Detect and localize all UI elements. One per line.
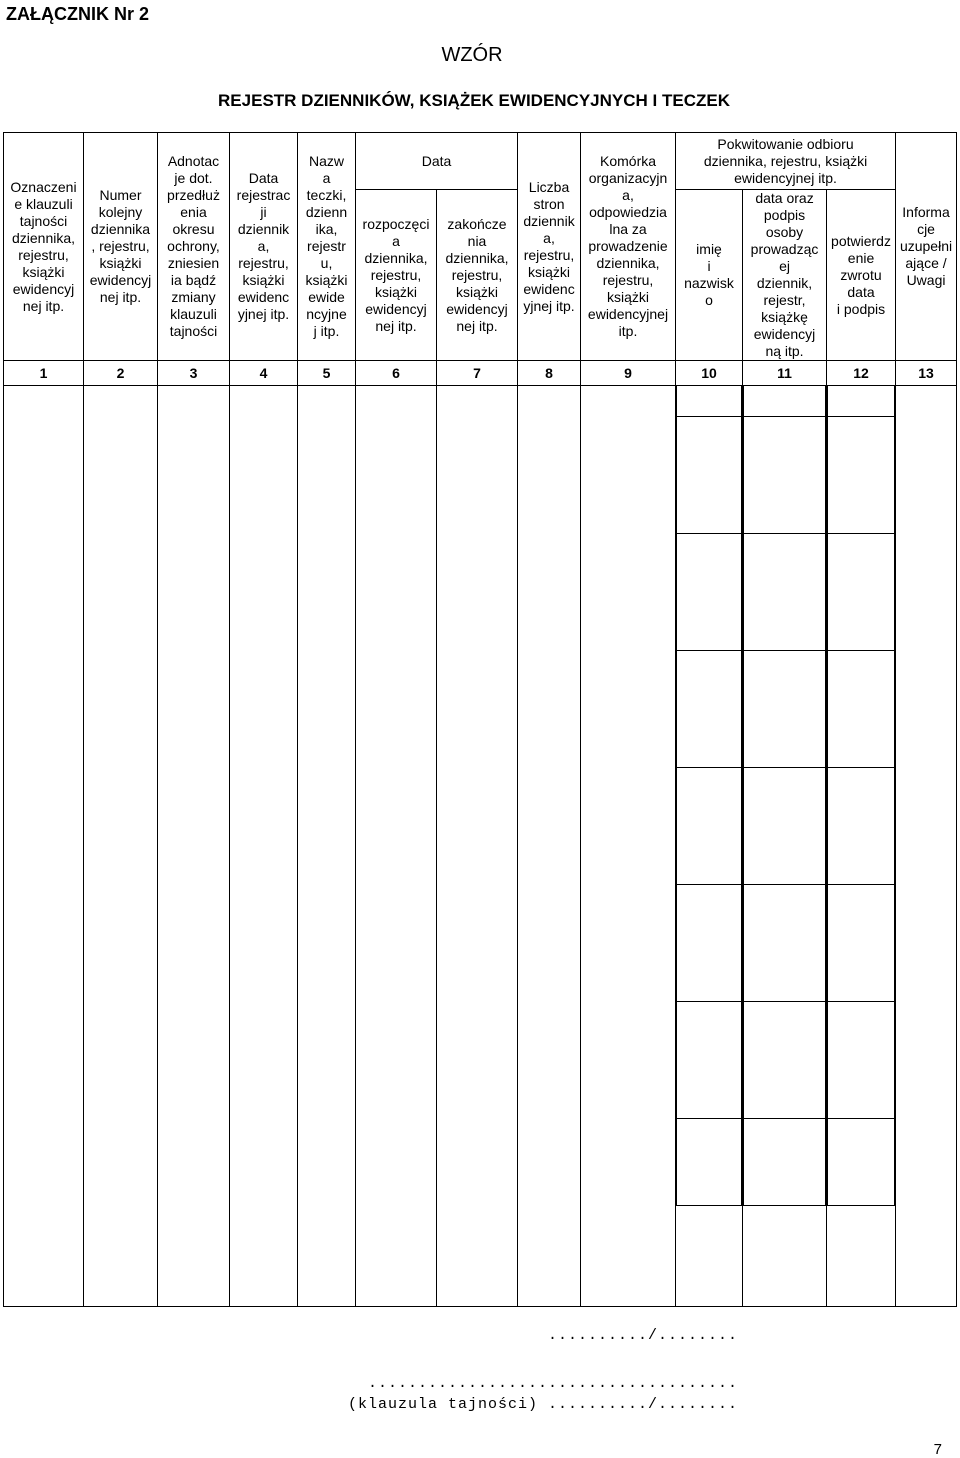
table-body-cell [896,386,957,1307]
col-number: 8 [518,361,581,386]
table-body-subdivided [827,386,896,1307]
date-dots: ........../........ [547,1327,738,1344]
model-label: WZÓR [441,44,503,66]
col-header-10: imię i nazwisk o [676,190,743,361]
col-number: 7 [437,361,518,386]
table-body-subdivided [743,386,827,1307]
receipt-rows [827,386,895,1206]
col-number: 3 [158,361,230,386]
table-body-cell [356,386,437,1307]
signature-dots: ..................................... [367,1375,738,1392]
col-header-3: Adnotac je dot. przedłuż enia okresu ochrony, zniesien ia bądź zmiany klauzuli tajności [158,133,230,361]
col-header-8: Liczba stron dziennik a, rejestru, książki ewidenc yjnej itp. [518,133,581,361]
col-number: 11 [743,361,827,386]
receipt-rows [676,386,742,1206]
col-number: 4 [230,361,298,386]
table-body-cell [84,386,158,1307]
col-number: 13 [896,361,957,386]
col-number: 10 [676,361,743,386]
table-body-cell [298,386,356,1307]
col-header-12: potwierdz enie zwrotu data i podpis [827,190,896,361]
col-number: 9 [581,361,676,386]
col-number: 5 [298,361,356,386]
table-body-cell [437,386,518,1307]
col-header-2: Numer kolejny dziennika , rejestru, książki ewidencyj nej itp. [84,133,158,361]
col-number: 2 [84,361,158,386]
col-group-receipt: Pokwitowanie odbioru dziennika, rejestru, książki ewidencyjnej itp. [676,133,896,190]
clause-line: (klauzula tajności) ........../........ [347,1396,738,1413]
col-number: 12 [827,361,896,386]
col-header-9: Komórka organizacyjn a, odpowiedzia lna za prowadzenie dziennika, rejestru, książki ewidencyjnej itp. [581,133,676,361]
table-body-cell [230,386,298,1307]
col-group-data: Data [356,133,518,190]
col-header-5: Nazw a teczki, dzienn ika, rejestr u, książki ewide ncyjne j itp. [298,133,356,361]
col-header-7: zakończe nia dziennika, rejestru, książki ewidencyj nej itp. [437,190,518,361]
col-header-1: Oznaczeni e klauzuli tajności dziennika, rejestru, książki ewidencyj nej itp. [4,133,84,361]
register-table [3,132,957,1307]
col-header-4: Data rejestrac ji dziennik a, rejestru, książki ewidenc yjnej itp. [230,133,298,361]
col-number: 1 [4,361,84,386]
receipt-rows [743,386,826,1206]
col-header-13: Informa cje uzupełni ające / Uwagi [896,133,957,361]
table-body-cell [518,386,581,1307]
col-header-6: rozpoczęci a dziennika, rejestru, książki ewidencyj nej itp. [356,190,437,361]
col-number: 6 [356,361,437,386]
table-body-subdivided [676,386,743,1307]
document-title: REJESTR DZIENNIKÓW, KSIĄŻEK EWIDENCYJNYCH I TECZEK [218,91,730,110]
attachment-label: ZAŁĄCZNIK Nr 2 [6,4,149,24]
table-body-cell [581,386,676,1307]
table-body-cell [4,386,84,1307]
table-body-cell [158,386,230,1307]
page-number: 7 [933,1441,942,1458]
col-header-11: data oraz podpis osoby prowadząc ej dziennik, rejestr, książkę ewidencyj ną itp. [743,190,827,361]
